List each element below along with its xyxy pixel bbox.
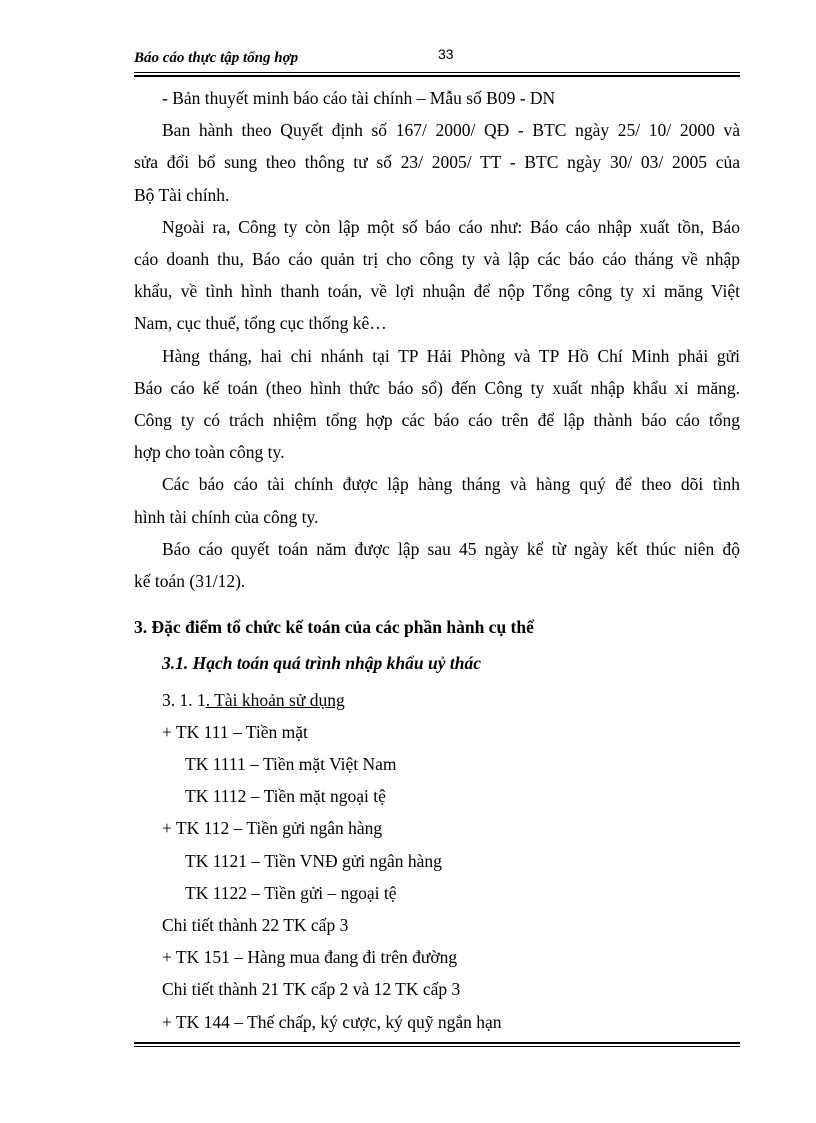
subsection-heading: 3.1. Hạch toán quá trình nhập khẩu uỷ thác: [162, 653, 481, 674]
header-rule-top: [134, 72, 740, 73]
item-heading: [134, 684, 740, 716]
paragraph-line: sửa đổi bổ sung theo thông tư số 23/ 2005/ TT - BTC ngày 30/ 03/ 2005 của: [134, 152, 740, 173]
paragraph-line: Nam, cục thuế, tổng cục thống kê…: [134, 313, 387, 334]
account-note: Chi tiết thành 21 TK cấp 2 và 12 TK cấp 3: [162, 979, 461, 1000]
header-title: Báo cáo thực tập tổng hợp: [134, 50, 299, 66]
section-heading: 3. Đặc điểm tổ chức kế toán của các phần hành cụ thể: [134, 617, 534, 638]
header-rule-bottom: [134, 75, 740, 77]
paragraph-line: Ban hành theo Quyết định số 167/ 2000/ QĐ - BTC ngày 25/ 10/ 2000 và: [162, 120, 740, 141]
paragraph-line: Công ty có trách nhiệm tổng hợp các báo cáo trên để lập thành báo cáo tổng: [134, 410, 740, 431]
paragraph-line: Hàng tháng, hai chi nhánh tại TP Hải Phòng và TP Hồ Chí Minh phải gửi: [162, 345, 740, 366]
account-note: Chi tiết thành 22 TK cấp 3: [162, 915, 349, 936]
page-number: 33: [438, 46, 454, 62]
account-sub-item: TK 1111 – Tiền mặt Việt Nam: [185, 754, 397, 775]
account-item: + TK 112 – Tiền gửi ngân hàng: [162, 818, 383, 839]
paragraph-line: Ngoài ra, Công ty còn lập một số báo cáo như: Báo cáo nhập xuất tồn, Báo: [162, 216, 740, 237]
paragraph-line: - Bản thuyết minh báo cáo tài chính – Mẫu số B09 - DN: [162, 88, 556, 108]
paragraph-line: cáo doanh thu, Báo cáo quản trị cho công ty và lập các báo cáo tháng về nhập: [134, 249, 740, 270]
footer-rule-bottom: [134, 1046, 740, 1047]
footer-rule-top: [134, 1042, 740, 1044]
item-number: 3. 1. 1: [162, 689, 206, 710]
account-sub-item: TK 1121 – Tiền VNĐ gửi ngân hàng: [185, 850, 442, 871]
paragraph-line: Các báo cáo tài chính được lập hàng tháng và hàng quý để theo dõi tình: [162, 474, 740, 495]
account-item: + TK 111 – Tiền mặt: [162, 721, 308, 742]
paragraph-line: kế toán (31/12).: [134, 571, 246, 592]
account-item: + TK 151 – Hàng mua đang đi trên đường: [162, 947, 458, 968]
paragraph-line: hình tài chính của công ty.: [134, 506, 319, 527]
page-header: [134, 46, 740, 72]
paragraph-line: Báo cáo quyết toán năm được lập sau 45 ngày kể từ ngày kết thúc niên độ: [162, 538, 740, 559]
paragraph-line: Báo cáo kế toán (theo hình thức báo sổ) đến Công ty xuất nhập khẩu xi măng.: [134, 377, 740, 398]
paragraph-line: khẩu, về tình hình thanh toán, về lợi nhuận để nộp Tổng công ty xi măng Việt: [134, 281, 740, 302]
paragraph-line: hợp cho toàn công ty.: [134, 442, 285, 463]
item-title: . Tài khoản sử dụng: [205, 689, 345, 710]
account-sub-item: TK 1122 – Tiền gửi – ngoại tệ: [185, 882, 397, 903]
document-body: [134, 82, 740, 1038]
account-item: + TK 144 – Thế chấp, ký cược, ký quỹ ngắn hạn: [162, 1011, 502, 1032]
paragraph-line: Bộ Tài chính.: [134, 184, 230, 205]
account-sub-item: TK 1112 – Tiền mặt ngoại tệ: [185, 786, 386, 807]
